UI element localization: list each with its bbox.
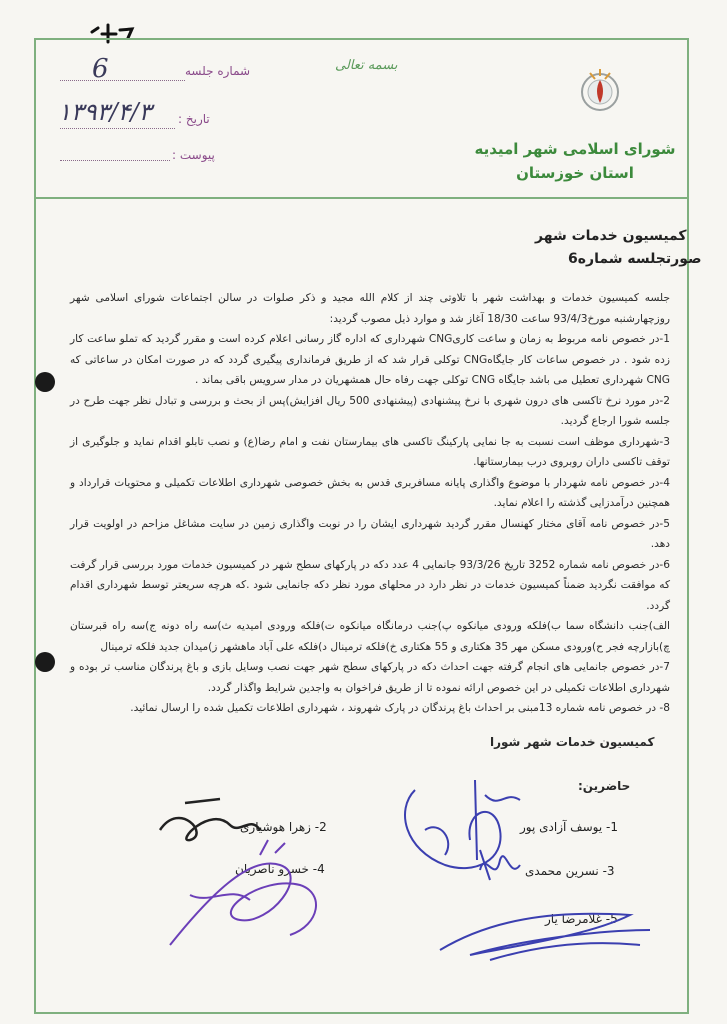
minutes-title: صورتجلسه شماره6 [568, 251, 702, 267]
agenda-item-5: 5-در خصوص نامه آقای مختار کهنسال مقرر گردید شهرداری ایشان را در نوبت واگذاری زمین در سایت مشاغل مزاحم در اولویت قرار دهد. [70, 517, 670, 550]
attendee-number: 1 [610, 820, 618, 834]
council-name: شورای اسلامی شهر امیدیه [474, 140, 676, 158]
signature-attendee-5 [430, 890, 660, 970]
attendees-label: حاضرین: [578, 779, 631, 793]
attendee-number: 3 [606, 864, 615, 878]
signature-attendee-3 [470, 840, 530, 890]
agenda-item-4: 4-در خصوص نامه شهردار با موضوع واگذاری پایانه مسافربری قدس به بخش خصوصی شهرداری اطلاعات تکمیلی و محتویات قرارداد و همچنین درآمدزایی گذشته را اعلام نماید. [70, 476, 670, 509]
header-divider [34, 197, 689, 199]
punch-hole-top [35, 372, 55, 392]
attendee-5: 5- غلامرضا یار [545, 912, 618, 926]
attendee-number: 5 [610, 912, 618, 926]
punch-hole-bottom [35, 652, 55, 672]
attendee-name: زهرا هوشیاری [240, 820, 311, 834]
date-value: ۱۳۹۳/۴/۳ [58, 98, 152, 126]
meeting-number-value: 6 [92, 54, 109, 84]
commission-title: کمیسیون خدمات شهر [535, 228, 687, 244]
minutes-body [70, 288, 670, 719]
attendee-number: 2 [319, 820, 327, 834]
bismillah: بسمه تعالی [335, 58, 398, 73]
attendee-3: 3- نسرین محمدی [525, 864, 615, 878]
agenda-item-6: 6-در خصوص نامه شماره 3252 تاریخ 93/3/26 جانمایی 4 عدد دکه در پارکهای سطح شهر در کمیسیون خدمات مورد بررسی قرار گرفت که موافقت نگردید ضمناً کمیسیون خدمات در نظر دارد در محلهای مورد نظر دکه جانمایی شود .که هرچه سریعتر توسط شهرداری اقدام گردد. [70, 558, 670, 612]
kiosk-locations: الف)جنب دانشگاه سما ب)فلکه ورودی میانکوه پ)جنب درمانگاه میانکوه ت)فلکه ورودی امیدیه ث)سه راه دونه ج)سه راه قبرستان چ)بازارچه فجر ح)ورودی مسکن مهر 35 هکتاری و 55 هکتاری خ)فلکه ترمینال د)فلکه علی آباد ماهشهر ز)میدان جدید فلکه ترمینال [70, 620, 670, 653]
date-label: تاریخ : [178, 112, 210, 126]
signature-block-title: کمیسیون خدمات شهر شورا [490, 735, 655, 749]
date-line [60, 128, 175, 129]
council-emblem-icon [575, 65, 625, 115]
attendee-name: خسرو ناصریان [235, 862, 309, 876]
attendee-name: غلامرضا یار [545, 912, 602, 926]
agenda-item-3: 3-شهرداری موظف است نسبت به جا نمایی پارکینگ تاکسی های بیمارستان نفت و امام رضا(ع) و نصب تابلو اقدام نماید و جلوگیری از توقف تاکسی داران روبروی درب بیمارستانها. [70, 435, 670, 468]
attendee-2: 2- زهرا هوشیاری [240, 820, 327, 834]
attachment-line [60, 160, 170, 161]
agenda-item-1: 1-در خصوص نامه مربوط به زمان و ساعت کاریCNG شهرداری که اداره گاز رسانی اعلام کرده است و مقرر گردید که تملو ساعت کار زده شود . در خصوص ساعات کار جایگاهCNG توکلی قرار شد که از طریق فرمانداری پیگیری گردد که در صورت امکان در ساعاتی که CNG شهرداری تعطیل می باشد جایگاه CNG توکلی جهت رفاه حال همشهریان در مدار سرویس باقی بماند . [70, 333, 670, 386]
province-name: استان خوزستان [516, 164, 634, 182]
attendee-4: 4- خسرو ناصریان [235, 862, 325, 876]
attendee-number: 4 [317, 862, 325, 876]
attendee-name: نسرین محمدی [525, 864, 599, 878]
attendee-1: 1- یوسف آزادی پور [520, 820, 618, 834]
meeting-number-line [60, 80, 185, 81]
agenda-item-8: 8- در خصوص نامه شماره 13مبنی بر احداث باغ پرندگان در پارک شهروند ، شهرداری اطلاعات تکمیل شده را ارسال نمائید. [130, 702, 670, 714]
agenda-item-7: 7-در خصوص جانمایی های انجام گرفته جهت احداث دکه در پارکهای سطح شهر جهت نصب وسایل بازی و باغ پرندگان مناسب تر بوده و شهرداری اطلاعات تکمیلی در این خصوص ارائه نموده تا از طریق فراخوان به واجدین شرایط واگذار گردد. [70, 661, 670, 694]
agenda-item-2: 2-در مورد نرخ تاکسی های درون شهری با نرخ پیشنهادی (پیشنهادی 500 ریال افزایش)پس از بحث و بررسی و تبادل نظر جهت طرح در جلسه شورا ارجاع گردید. [70, 394, 670, 427]
attachment-label: پیوست : [172, 148, 215, 162]
attendee-name: یوسف آزادی پور [520, 820, 603, 834]
signature-attendee-4 [150, 835, 340, 965]
intro-paragraph: جلسه کمیسیون خدمات و بهداشت شهر با تلاوتی چند از کلام الله مجید و ذکر صلوات در سالن اجتماعات شورای اسلامی شهر روزچهارشنبه مورخ93/4/3 ساعت 18/30 آغاز شد و موارد ذیل مصوب گردید: [70, 292, 670, 325]
meeting-number-label: شماره جلسه [185, 64, 251, 78]
